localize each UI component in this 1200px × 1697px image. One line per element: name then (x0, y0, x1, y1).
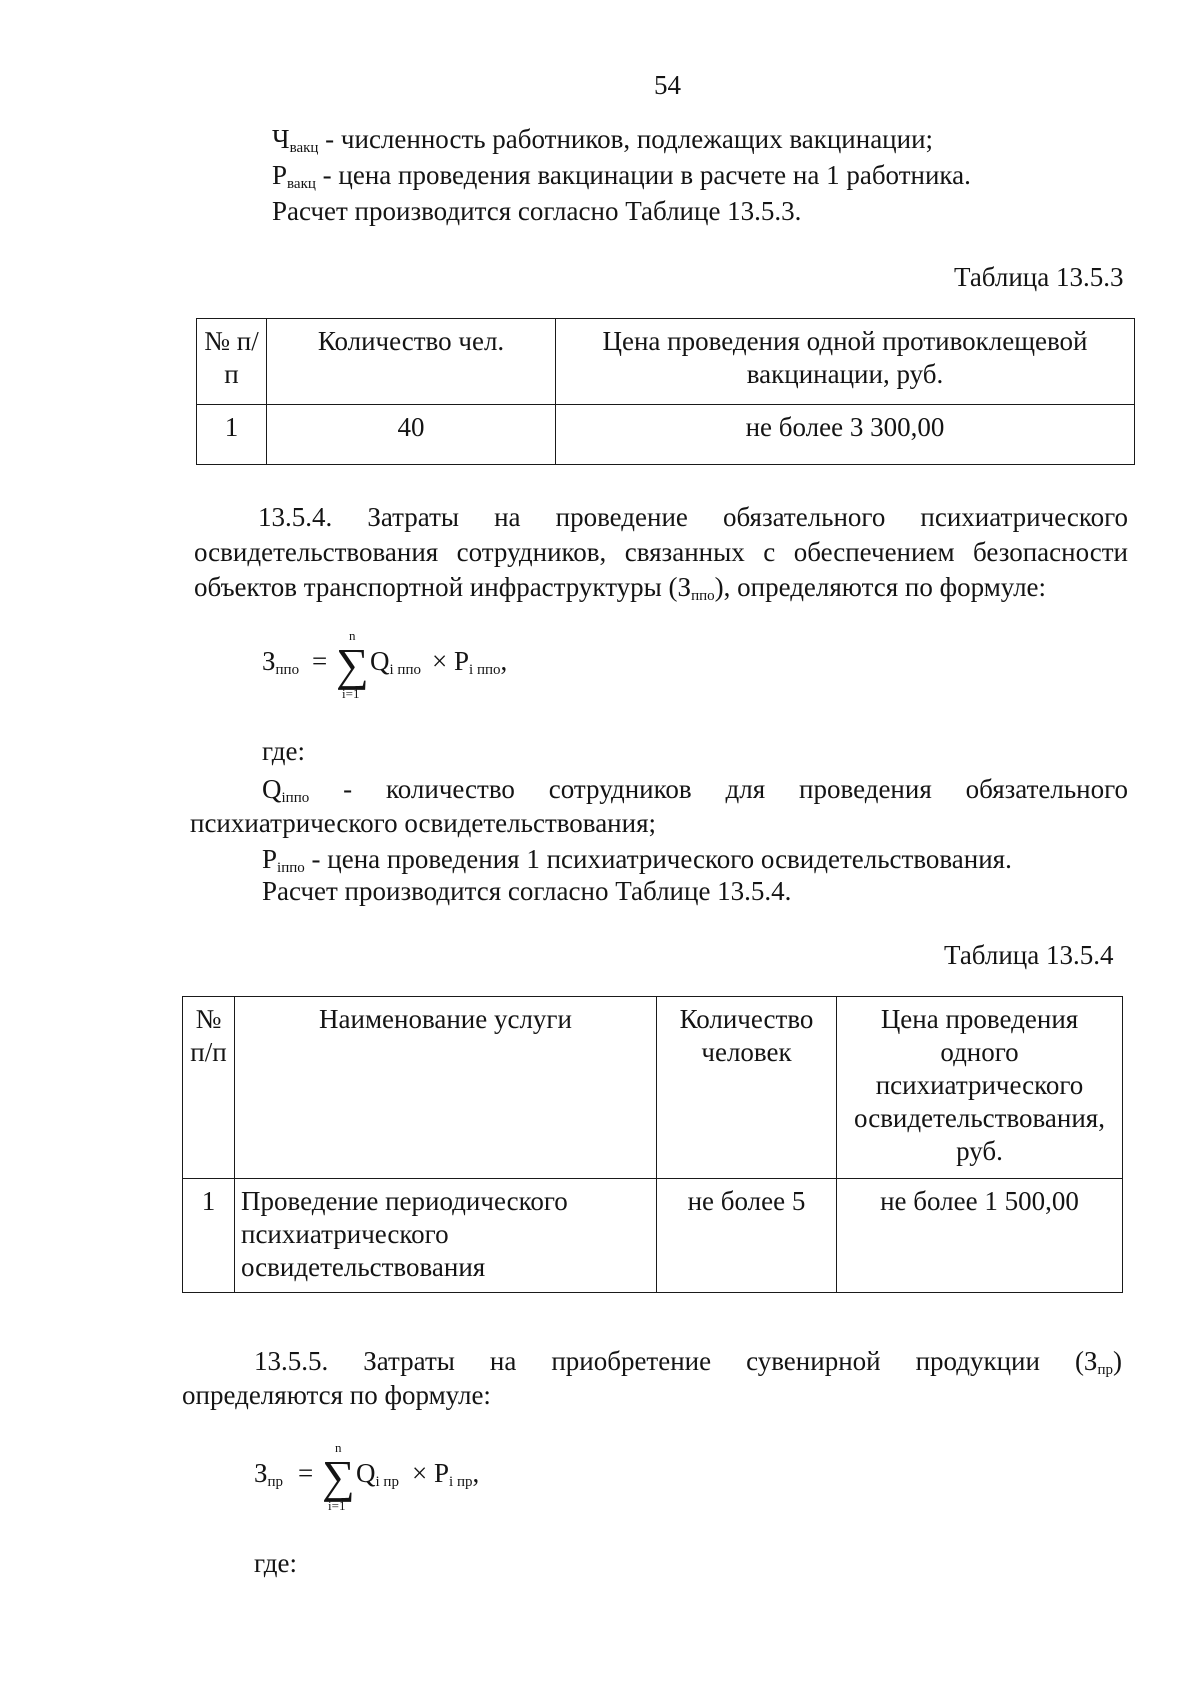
definition-p-ippo: $P_{iппо}$ - цена проведения 1 психиатрического освидетельствования. (262, 844, 1012, 876)
table-row (197, 405, 1135, 465)
formula-pr: $З_{пр}$ = n ∑ i=1 $Q_{i пр}$ × $P_{i пр}$, (254, 1440, 480, 1513)
paragraph-13-5-5-line-2: определяются по формуле: (182, 1380, 491, 1410)
sigma-symbol: ∑ (336, 639, 369, 690)
definition-q-ippo-line-1: $Q_{iппо}$ - количество сотрудников для проведения обязательного (262, 774, 1128, 806)
definition-line-vaccination-price: $Р_{вакц}$ - цена проведения вакцинации в расчете на 1 работника. (272, 160, 971, 192)
definition-q-ippo-line-2: психиатрического освидетельствования; (190, 808, 657, 838)
table-header-cell: Количество человек (657, 997, 837, 1179)
sigma-symbol: ∑ (322, 1451, 355, 1502)
paragraph-13-5-4-line-2: освидетельствования сотрудников, связанных с обеспечением безопасности (194, 537, 1128, 567)
paragraph-13-5-5-line-1: 13.5.5. Затраты на приобретение сувенирной продукции $(З_{пр})$ (254, 1346, 1122, 1378)
table-row (183, 1179, 1123, 1293)
table-caption-13-5-3: Таблица 13.5.3 (954, 262, 1124, 292)
where-label-1: где: (262, 736, 305, 766)
definition-line-vaccination-count: $Ч_{вакц}$ - численность работников, подлежащих вакцинации; (272, 124, 934, 156)
table-header-cell: № п/п (183, 997, 235, 1179)
table-caption-13-5-4: Таблица 13.5.4 (944, 940, 1114, 970)
paragraph-13-5-4-line-1: 13.5.4. Затраты на проведение обязательного психиатрического (258, 502, 1128, 532)
table-header-cell: Цена проведения одной противоклещевой вакцинации, руб. (556, 319, 1135, 405)
table-13-5-3 (196, 318, 1135, 465)
table-header-cell: Количество чел. (267, 319, 556, 405)
table-cell: 1 (183, 1179, 235, 1293)
paragraph-13-5-4-line-3: объектов транспортной инфраструктуры $(З_{ппо})$, определяются по формуле: (194, 572, 1047, 604)
table-cell: не более 5 (657, 1179, 837, 1293)
table-cell: 1 (197, 405, 267, 465)
table-cell: не более 1 500,00 (837, 1179, 1123, 1293)
table-header-cell: № п/п (197, 319, 267, 405)
calculation-note-1: Расчет производится согласно Таблице 13.5.3. (272, 196, 802, 226)
table-header-cell: Цена проведения одного психиатрического освидетельствования, руб. (837, 997, 1123, 1179)
table-13-5-4 (182, 996, 1123, 1293)
page-number: 54 (654, 70, 681, 100)
calculation-note-2: Расчет производится согласно Таблице 13.5.4. (262, 876, 792, 906)
table-header-cell: Наименование услуги (235, 997, 657, 1179)
formula-ppo: $З_{ппо}$ = n ∑ i=1 $Q_{i ппо}$ × $P_{i ппо}$, (262, 628, 508, 701)
table-cell: 40 (267, 405, 556, 465)
table-cell: не более 3 300,00 (556, 405, 1135, 465)
table-cell: Проведение периодического психиатрического освидетельствования (235, 1179, 657, 1293)
where-label-2: где: (254, 1548, 297, 1578)
